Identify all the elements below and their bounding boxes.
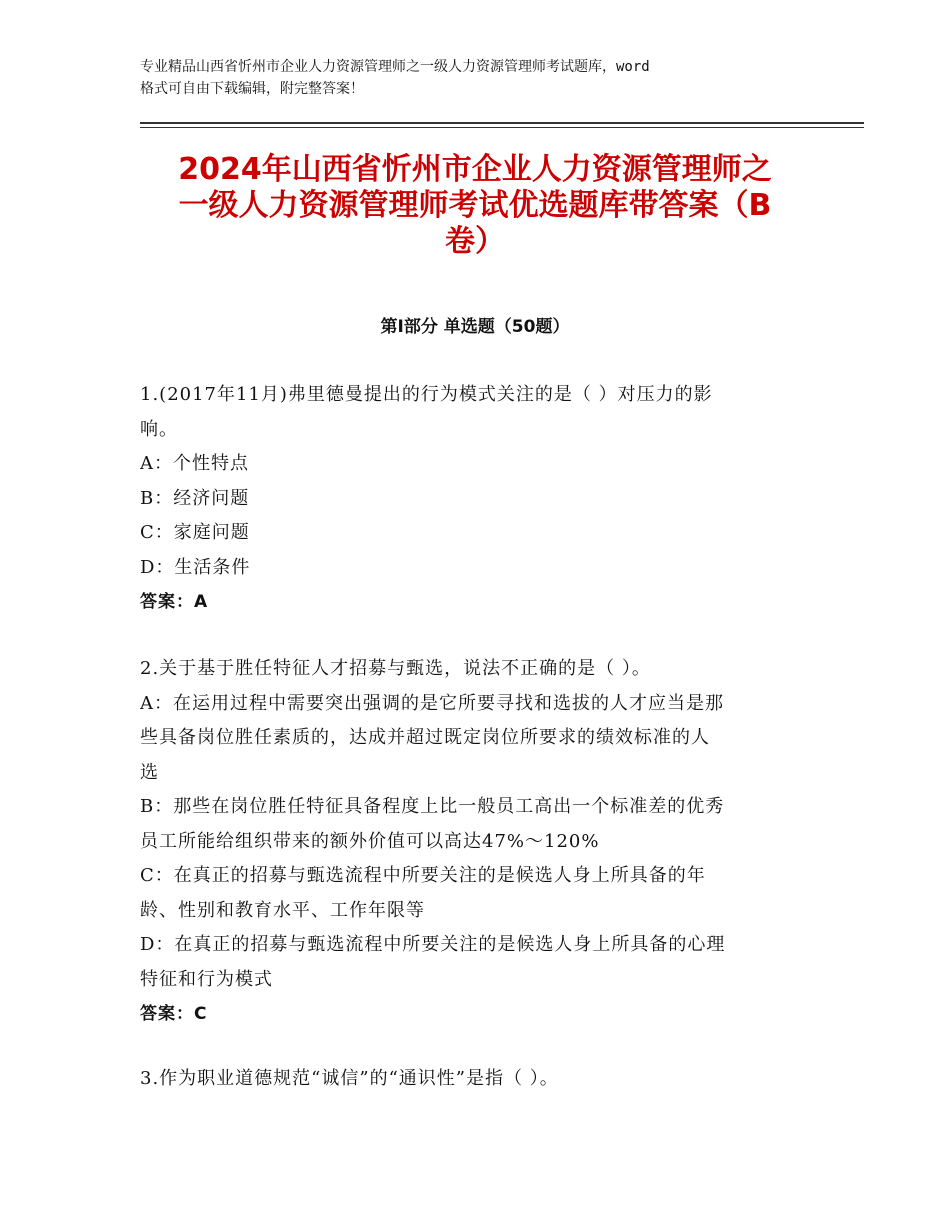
question-3 bbox=[140, 1062, 810, 1097]
title-line: 一级人力资源管理师考试优选题库带答案（B bbox=[178, 188, 772, 223]
header-note-line: 格式可自由下载编辑，附完整答案！ bbox=[140, 81, 364, 97]
section-title: 第Ⅰ部分 单选题（50题） bbox=[380, 317, 570, 337]
option-d: D：生活条件 bbox=[140, 556, 251, 578]
option-d: D：在真正的招募与甄选流程中所要关注的是候选人身上所具备的心理 bbox=[140, 934, 726, 955]
question-stem-line: 响。 bbox=[140, 418, 178, 440]
header-note bbox=[140, 56, 820, 100]
title-line: 2024年山西省忻州市企业人力资源管理师之 bbox=[178, 152, 772, 187]
option-a: A：个性特点 bbox=[140, 453, 249, 474]
question-1 bbox=[140, 378, 810, 620]
option-c: C：家庭问题 bbox=[140, 522, 250, 543]
document-title bbox=[140, 152, 810, 260]
question-2 bbox=[140, 652, 810, 1032]
option-d-cont: 特征和行为模式 bbox=[140, 968, 273, 990]
question-stem-line: 2.关于基于胜任特征人才招募与甄选，说法不正确的是（ ）。 bbox=[140, 658, 651, 679]
question-stem-line: 3.作为职业道德规范“诚信”的“通识性”是指（ ）。 bbox=[140, 1068, 559, 1089]
question-stem-line: 1.(2017年11月)弗里德曼提出的行为模式关注的是（ ）对压力的影 bbox=[140, 384, 713, 405]
option-b: B：经济问题 bbox=[140, 487, 250, 509]
option-a: A：在运用过程中需要突出强调的是它所要寻找和选拔的人才应当是那 bbox=[140, 692, 724, 714]
option-a-cont: 些具备岗位胜任素质的，达成并超过既定岗位所要求的绩效标准的人 bbox=[140, 727, 710, 748]
title-line: 卷） bbox=[445, 224, 505, 259]
answer: 答案：A bbox=[140, 592, 209, 612]
option-b: B：那些在岗位胜任特征具备程度上比一般员工高出一个标准差的优秀 bbox=[140, 796, 725, 817]
option-c: C：在真正的招募与甄选流程中所要关注的是候选人身上所具备的年 bbox=[140, 865, 706, 886]
option-b-cont: 员工所能给组织带来的额外价值可以高达47%～120% bbox=[140, 830, 600, 852]
header-note-line: 专业精品山西省忻州市企业人力资源管理师之一级人力资源管理师考试题库，word bbox=[140, 59, 650, 75]
option-c-cont: 龄、性别和教育水平、工作年限等 bbox=[140, 899, 425, 921]
answer: 答案：C bbox=[140, 1004, 208, 1024]
header-divider bbox=[140, 122, 864, 124]
option-a-cont: 选 bbox=[140, 761, 159, 783]
header-divider-thin bbox=[140, 127, 864, 128]
